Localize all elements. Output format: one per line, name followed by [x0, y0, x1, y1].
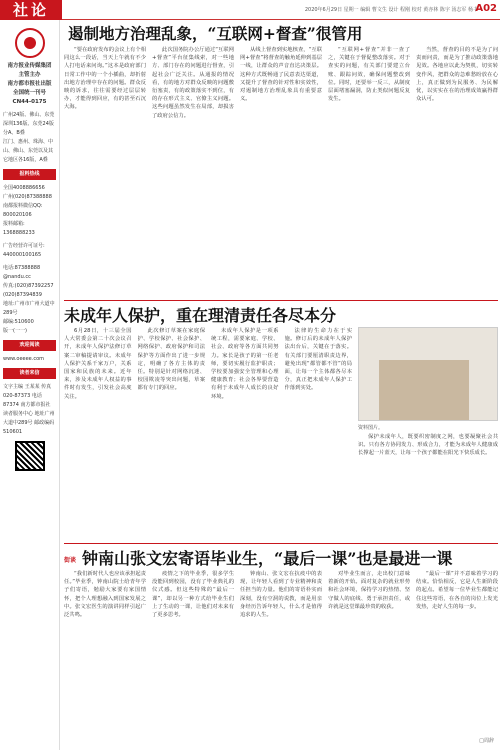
author-byline: □周辞 — [479, 738, 494, 744]
hotline-1: 全国4008886656 — [3, 185, 45, 191]
article-2-col: 法律的生命力在于实施。修订后的未成年人保护法出台后，关键在于落实。有关部门要厘清职责边界，避免出现“都管都不管”的局面，让每一个主体都各尽本分，真正把未成年人保护工作落到实处。 — [284, 328, 352, 392]
page-header — [0, 0, 500, 20]
edition-2: 深圳136版、东莞24版 — [3, 121, 54, 127]
date-line: 2020年6月29日 星期一 编辑 曹文生 设计 程刚 校对 黄亦林 陈宇 汤志军 杨书 — [304, 7, 478, 13]
edition-3: 分A、B叠 — [3, 130, 25, 136]
contact-2: @nandu.cc — [3, 274, 31, 280]
edition-1: 广州24版、佛山、东莞 — [3, 112, 55, 118]
hotline-heading: 报料热线 — [3, 169, 56, 180]
article-2-col: 未成年人保护是一项系统工程，需要家庭、学校、社会、政府等各方面共同努力。家长是孩子的第一任老师，要切实履行监护职责；学校要加强安全管理和心理健康教育；社会各界要营造有利于未成年人成长的良好环境。 — [211, 328, 279, 400]
hotline-6: 1368888233 — [3, 230, 35, 236]
article-1-col: “互联网+督查”并非一查了之，关键在于督促整改落实。对于查实的问题，有关部门要建立台账、跟踪问效，确保问题整改到位。同时，还要举一反三，从制度层面堵塞漏洞，防止类似问题反复发生。 — [328, 47, 410, 103]
hotline-3: 南都报料微信QQ: — [3, 203, 43, 209]
article-2-col: 此次修订草案在家庭保护、学校保护、社会保护、网络保护、政府保护和司法保护等方面作出了进一步规定，明确了各方主体的责任。特别是针对网络沉迷、校园欺凌等突出问题，草案都有专门的回应。 — [137, 328, 205, 392]
main-content — [64, 22, 498, 750]
contact-5: 地址:广州市广州大道中289号 — [3, 301, 55, 316]
article-3-col: “最后一课”并不意味着学习的结束。恰恰相反，它是人生新阶段的起点。希望每一位毕业生都能记住这些寄语，在各自的岗位上发光发热，走好人生的每一步。 — [416, 571, 498, 610]
contact-4: (020)87394839 — [3, 292, 42, 298]
cn-number: 全国统一刊号 CN44-0175 — [12, 90, 47, 105]
hotline-2: 广州(020)87388888 — [3, 194, 52, 200]
qr-code — [15, 441, 45, 471]
article-1-title: 遏制地方治理乱象，“互联网+督查”很管用 — [68, 24, 363, 43]
article-1-col: 从线上督查到实地核查，“互联网+督查”将督查的触角延伸到基层一线，让群众的声音直达决策层。这种方式既畅通了民意表达渠道，又提升了督查的针对性和实效性，对遏制地方治理乱象具有重要意义。 — [240, 47, 322, 103]
divider — [64, 300, 498, 301]
edition-4: 江门、惠州、珠海、中山、佛山、东莞以及其它地区各16版，A叠 — [3, 139, 54, 163]
contact-3: 传真:(020)87392257 — [3, 283, 54, 289]
article-2-body — [64, 327, 498, 539]
article-3-col: 钟南山、张文宏在抗疫中的表现，让年轻人看到了专业精神和责任担当的力量。他们的寄语朴实而深刻，没有空洞的说教，而是用亲身经历告诉年轻人，什么才是值得追求的人生。 — [240, 571, 322, 619]
article-3-col: 疫情之下的毕业季，很多学生没能回到校园，没有了毕业典礼的仪式感。但这些特殊的“最后一课”，却以另一种方式给毕业生们上了生动的一课，让他们对未来有了更多思考。 — [152, 571, 234, 619]
article-2-photo — [358, 327, 498, 421]
reader-letters-heading: 读者来信 — [3, 368, 56, 379]
article-3-col: 对毕业生而言，走出校门意味着新的开始。面对复杂的就业形势和社会环境，保持学习的热情、坚守做人的底线、勇于承担责任，或许就是这堂课最珍贵的收获。 — [328, 571, 410, 610]
column-tag: 街谈 — [64, 556, 77, 564]
newspaper-logo — [15, 28, 45, 58]
article-1-body — [64, 46, 498, 296]
hotline-4: 800020106 — [3, 212, 32, 218]
contact-1: 电话:87388888 — [3, 265, 41, 271]
pub-line-3: 南方都市报社出版 — [7, 81, 52, 87]
follow-heading: 欢迎阅读 — [3, 340, 56, 351]
pub-line-2: 主管主办 — [18, 72, 41, 78]
article-2-col: 保护未成年人，既要织密制度之网，也要凝聚社会共识。只有各方协同发力、形成合力，才能为未成年人健康成长撑起一片蓝天，让每一个孩子都能在阳光下快乐成长。 — [358, 433, 498, 456]
contact-6: 邮编:510600 — [3, 319, 34, 325]
divider — [64, 543, 498, 544]
site-link[interactable]: www.oeeee.com — [3, 356, 45, 362]
reader-letters-text: 文字主编 王某某 传真020-87373 电话87374 南方都市报社 读者服务中心 地址广州大道中289号 邮政编码510601 — [3, 384, 55, 435]
article-3-title: 钟南山张文宏寄语毕业生，“最后一课”也是最进一课 — [82, 549, 453, 568]
page-number: A02 — [475, 3, 497, 14]
article-2-title: 未成年人保护，重在理清责任各尽本分 — [64, 306, 337, 325]
article-1-col: “要在政府发布的会议上有个相同这么一段话，当天上午就有不少人打电话来问询。”这本是政府部门日常工作中的一个小插曲，却折射出地方治理中存在的问题。群众反映的诉求，往往需要经过层层转办，才能得到回应，有的甚至石沉大海。 — [64, 47, 146, 111]
article-3-col: “我们新时代人也应该承担起责任。”毕业季，钟南山院士给青年学子们寄语，勉励大家要有家国情怀，把个人理想融入到国家发展之中。张文宏医生的演讲同样引起广泛共鸣。 — [64, 571, 146, 619]
ad-license-number: 440000100165 — [3, 252, 42, 258]
photo-caption: 资料图片。 — [358, 425, 384, 431]
ad-license-heading: 广告经营许可证号: — [3, 243, 45, 249]
hotline-5: 报料邮箱: — [3, 221, 25, 227]
pub-line-1: 南方报业传媒集团 — [7, 63, 52, 69]
sidebar — [0, 20, 60, 750]
article-2-col: 6月28日，十三届全国人大常委会第二十次会议召开，未成年人保护法修订草案二审稿提请审议。未成年人保护关系千家万户，关系国家和民族的未来。近年来，涉及未成年人权益的事件时有发生，引发社会高度关注。 — [64, 328, 132, 400]
article-1-col: 此次国务院办公厅通过“互联网+督查”平台征集线索，对一些地方、部门存在的问题进行督查，引起社会广泛关注。从通报的情况看，有的地方对群众反映的问题敷衍塞责，有的政策落实不到位，有的存在形式主义、官僚主义问题。这些问题虽然发生在局部，却损害了政府公信力。 — [152, 47, 234, 119]
article-1-col: 当然，督查的目的不是为了问责而问责，而是为了推动政策落地见效。各地应以此为契机，切实转变作风，把群众的急难愁盼放在心上，真正做到为民服务、为民解忧，以实实在在的治理成效赢得群众认可。 — [416, 47, 498, 103]
contact-7: 版一(一一) — [3, 328, 27, 334]
section-tag: 社论 — [0, 0, 62, 20]
article-3-body — [64, 570, 498, 750]
